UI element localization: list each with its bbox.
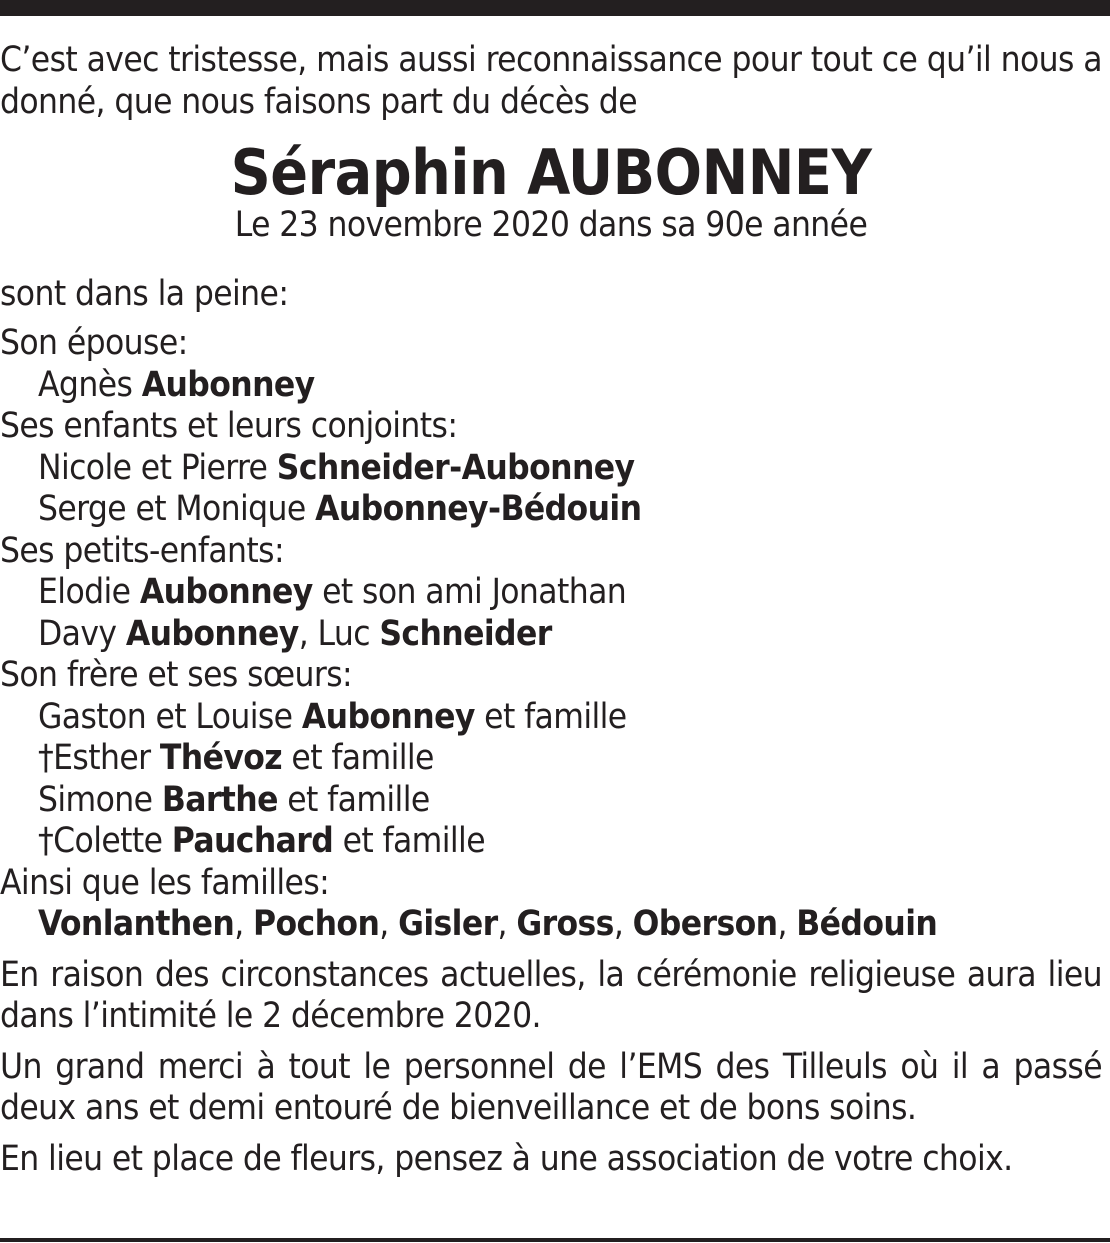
family-name: Bédouin — [796, 904, 938, 944]
sibling-surname: Aubonney — [301, 696, 475, 737]
sibling-first-names: †Colette — [38, 821, 172, 861]
bottom-rule — [0, 1238, 1110, 1242]
sibling-entry — [0, 697, 1102, 739]
sibling-suffix: et famille — [474, 696, 627, 737]
siblings-label: Son frère et ses sœurs: — [0, 655, 353, 695]
family-separator: , — [234, 904, 254, 944]
children-label: Ses enfants et leurs conjoints: — [0, 406, 458, 446]
grandchild-surname: Aubonney — [139, 572, 313, 612]
deceased-name: Séraphin AUBONNEY — [230, 136, 872, 209]
grandchild-surname: Aubonney — [125, 613, 299, 654]
family-name: Vonlanthen — [38, 904, 235, 944]
child-first-names: Serge et Monique — [38, 489, 316, 529]
family-separator: , — [497, 904, 517, 944]
sibling-entry — [0, 738, 1102, 780]
grandchildren-label: Ses petits-enfants: — [0, 530, 284, 571]
sibling-entry — [0, 821, 1102, 863]
spouse-entry — [0, 365, 1102, 407]
flowers-paragraph: En lieu et place de fleurs, pensez à une association de votre choix. — [0, 1138, 1013, 1179]
child-surname: Schneider-Aubonney — [276, 447, 635, 488]
mourners-intro: sont dans la peine: — [0, 273, 289, 314]
family-name: Gisler — [398, 904, 498, 944]
family-list — [0, 323, 1102, 946]
sibling-first-names: Gaston et Louise — [38, 696, 302, 737]
grandchild-entry — [0, 572, 1102, 614]
grandchild-suffix: et son ami Jonathan — [312, 572, 627, 612]
family-name: Pochon — [253, 904, 380, 944]
family-separator: , — [379, 904, 399, 944]
child-entry — [0, 448, 1102, 490]
sibling-entry — [0, 780, 1102, 822]
sibling-surname: Barthe — [161, 779, 278, 820]
family-separator: , — [777, 904, 797, 944]
sibling-suffix: et famille — [277, 779, 430, 820]
sibling-first-names: Simone — [38, 779, 162, 820]
grandchild-entry — [0, 614, 1102, 656]
death-date-line: Le 23 novembre 2020 dans sa 90e année — [234, 205, 868, 245]
sibling-suffix: et famille — [282, 738, 434, 778]
spouse-label: Son épouse: — [0, 323, 188, 363]
intro-paragraph: C’est avec tristesse, mais aussi reconnaissance pour tout ce qu’il nous a donné, que nous faisons part du décès de — [0, 40, 1102, 122]
families-list — [0, 904, 1102, 946]
family-name: Oberson — [632, 904, 778, 944]
child-first-names: Nicole et Pierre — [38, 447, 277, 488]
grandchild-surname: Schneider — [379, 613, 552, 654]
family-separator: , — [613, 904, 633, 944]
obituary-notice — [0, 40, 1102, 1180]
ceremony-paragraph: En raison des circonstances actuelles, la cérémonie religieuse aura lieu dans l’intimité le 2 décembre 2020. — [0, 954, 1102, 1036]
families-label: Ainsi que les familles: — [0, 862, 330, 903]
spouse-first-name: Agnès — [38, 364, 142, 405]
sibling-surname: Thévoz — [159, 738, 283, 778]
spouse-surname: Aubonney — [141, 364, 315, 405]
sibling-surname: Pauchard — [171, 821, 334, 861]
grandchild-first-name: Elodie — [38, 572, 140, 612]
sibling-suffix: et famille — [333, 821, 485, 861]
child-surname: Aubonney-Bédouin — [315, 489, 642, 529]
grandchild-separator: , Luc — [298, 613, 380, 654]
child-entry — [0, 489, 1102, 531]
thanks-paragraph: Un grand merci à tout le personnel de l’EMS des Tilleuls où il a passé deux ans et demi entouré de bienveillance et de bons soins. — [0, 1046, 1102, 1128]
grandchild-first-name: Davy — [38, 613, 126, 654]
sibling-first-names: †Esther — [38, 738, 160, 778]
family-name: Gross — [516, 904, 614, 944]
top-rule — [0, 0, 1110, 16]
